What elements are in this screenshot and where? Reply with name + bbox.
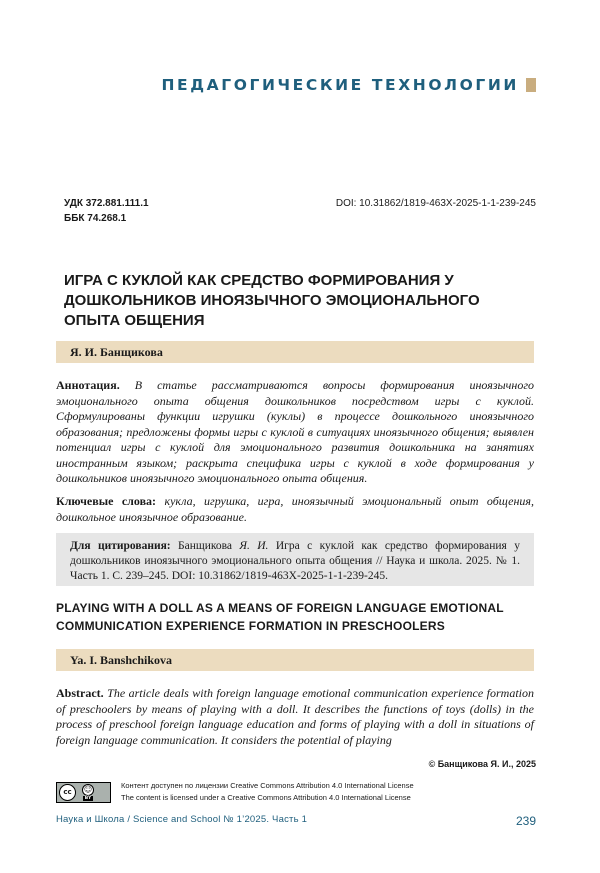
author-ru: Я. И. Банщикова <box>56 341 534 363</box>
abstract-label-ru: Аннотация. <box>56 378 120 392</box>
section-title: ПЕДАГОГИЧЕСКИЕ ТЕХНОЛОГИИ <box>161 76 519 94</box>
article-title-ru: ИГРА С КУКЛОЙ КАК СРЕДСТВО ФОРМИРОВАНИЯ У ДОШКОЛЬНИКОВ ИНОЯЗЫЧНОГО ЭМОЦИОНАЛЬНОГО ОПЫТА ОБЩЕНИЯ <box>64 272 480 329</box>
author-en: Ya. I. Banshchikova <box>56 649 534 671</box>
citation-text: Игра с куклой как средство формирования у дошкольников иноязычного эмоционального опыта общения // Наука и школа. 2025. № 1. Часть 1. С. 239–245. DOI: 10.31862/1819-463X-2025-1-1-239-245. <box>70 540 520 582</box>
page-number: 239 <box>515 814 536 828</box>
abstract-label-en: Abstract. <box>56 686 104 700</box>
person-icon: ☺ <box>83 785 93 794</box>
citation-initials: Я. И. <box>239 540 269 552</box>
classification-codes <box>64 196 149 226</box>
journal-info: Наука и Школа / Science and School № 1’2025. Часть 1 <box>56 814 308 825</box>
license-block <box>56 780 414 804</box>
section-marker <box>526 78 536 92</box>
bbk-code: ББК 74.268.1 <box>64 213 127 224</box>
abstract-en <box>56 686 534 748</box>
abstract-ru <box>56 378 534 487</box>
page-footer <box>56 814 536 828</box>
doi: DOI: 10.31862/1819-463X-2025-1-1-239-245 <box>335 198 536 209</box>
keywords-ru <box>56 494 534 525</box>
copyright: © Банщикова Я. И., 2025 <box>428 759 536 769</box>
license-text <box>121 780 414 804</box>
citation-label: Для цитирования: <box>70 540 171 552</box>
cc-icon: cc <box>59 784 76 801</box>
license-line-ru: Контент доступен по лицензии Creative Commons Attribution 4.0 International License <box>121 781 414 790</box>
abstract-text-en: The article deals with foreign language emotional communication experience formation of preschoolers by means of playing with a doll. It describes the functions of toys (dolls) in the process of preschool foreign language education and forms of playing with a doll in situations of foreign language communication. It considers the potential of playing <box>56 686 535 747</box>
by-label: BY <box>84 795 92 801</box>
keywords-label-ru: Ключевые слова: <box>56 494 157 508</box>
citation-box <box>56 533 534 586</box>
citation-author: Банщикова <box>178 540 233 552</box>
cc-by-badge[interactable] <box>56 782 111 803</box>
license-line-en: The content is licensed under a Creative Commons Attribution 4.0 International License <box>121 793 411 802</box>
keywords-text-ru: кукла, игрушка, игра, иноязычный эмоциональный опыт общения, дошкольное иноязычное образование. <box>56 494 535 524</box>
article-title-en: PLAYING WITH A DOLL AS A MEANS OF FOREIGN LANGUAGE EMOTIONAL COMMUNICATION EXPERIENCE FORMATION IN PRESCHOOLERS <box>56 601 504 633</box>
by-group <box>82 784 94 801</box>
abstract-text-ru: В статье рассматриваются вопросы формирования иноязычного эмоционального опыта общения дошкольников посредством игры с куклой. Сформулированы функции игрушки (куклы) в процессе дошкольного иноязычного образования; предложены формы игры с куклой в ситуациях иноязычного общения; выявлен потенциал игры с куклой для эмоционального развития дошкольника на занятиях иностранным языком; раскрыта специфика игры с куклой в ходе формирования у дошкольников иноязычного эмоционального опыта общения. <box>56 378 535 485</box>
section-header <box>161 76 536 94</box>
udk-code: УДК 372.881.111.1 <box>64 198 149 209</box>
